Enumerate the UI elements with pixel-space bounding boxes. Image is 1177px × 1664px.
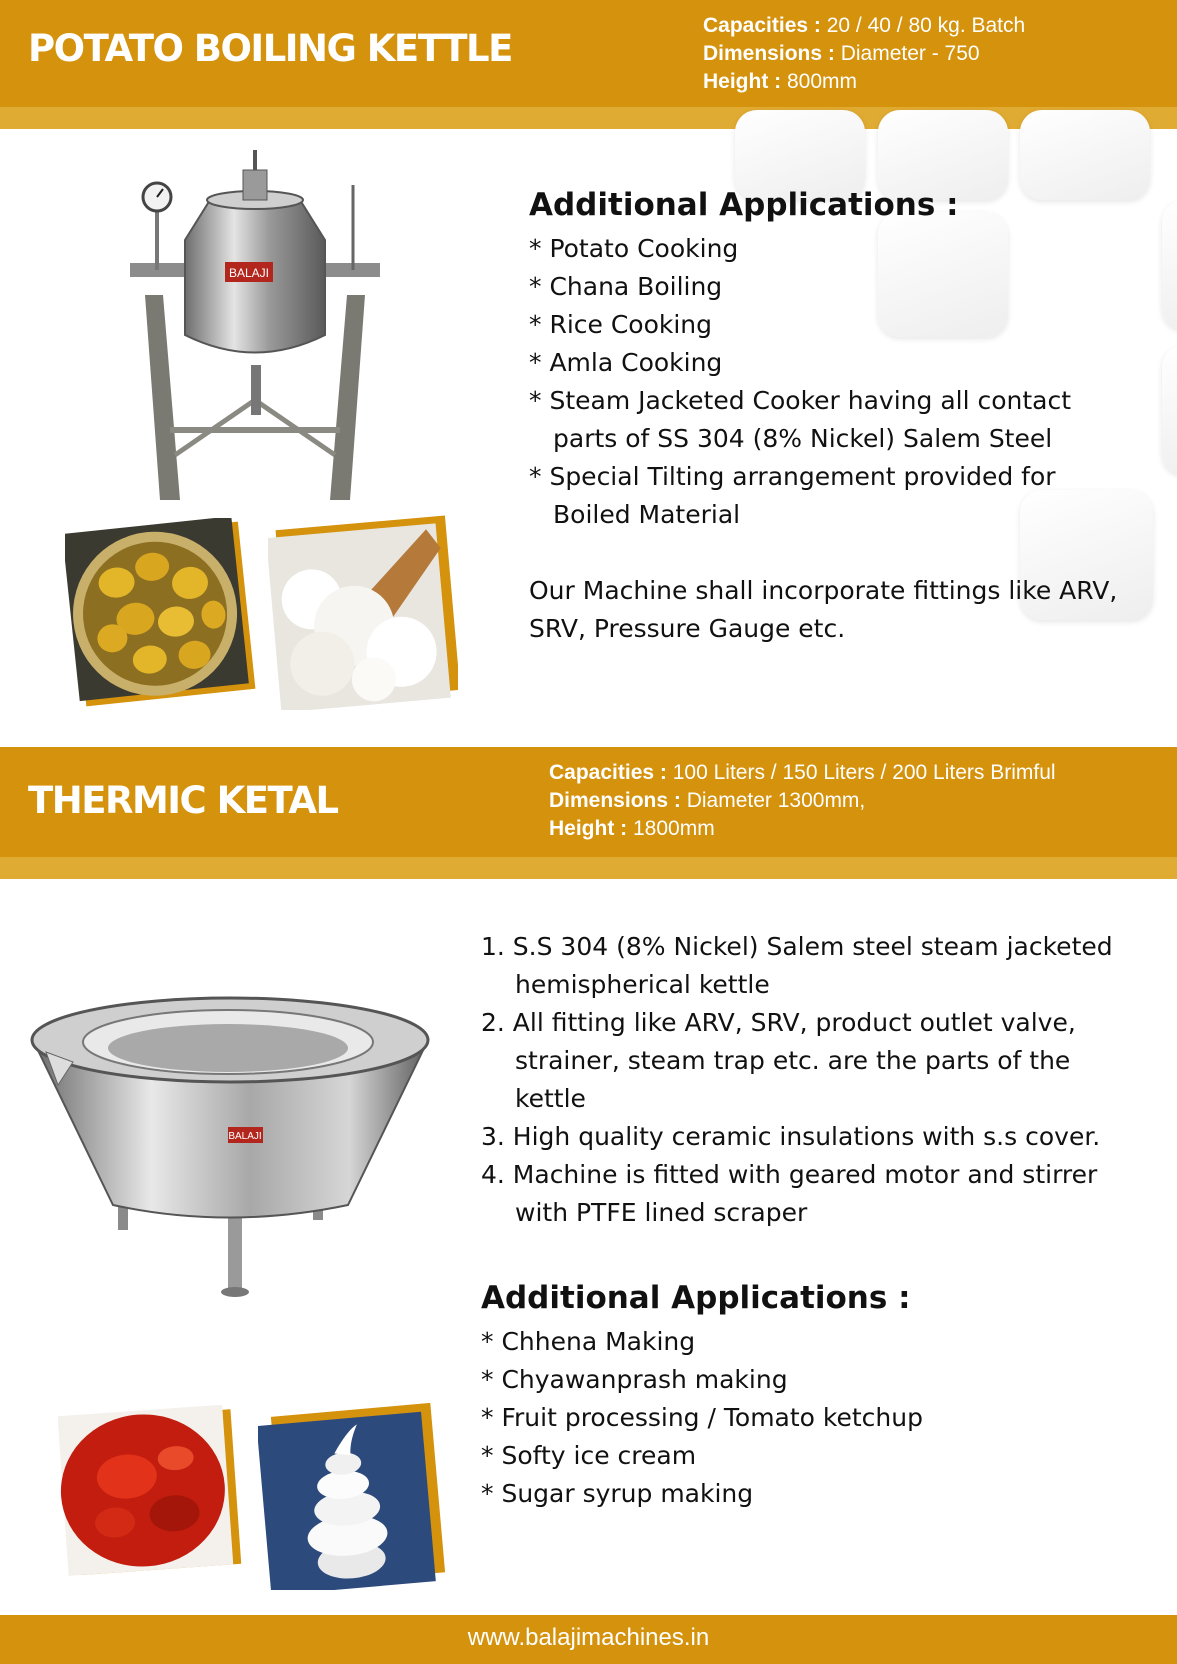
list-item: * Chana Boiling — [529, 272, 723, 301]
potato-boiling-kettle-image — [125, 145, 385, 505]
section1-title: POTATO BOILING KETTLE — [28, 27, 512, 70]
tomato-ketchup-photo — [58, 1405, 243, 1580]
thermic-kettle-image — [28, 990, 433, 1310]
list-item: * Special Tilting arrangement provided for — [529, 462, 1056, 491]
list-item: * Amla Cooking — [529, 348, 723, 377]
feature-item: 4. Machine is fitted with geared motor and stirrer — [481, 1160, 1098, 1189]
list-item-continuation: parts of SS 304 (8% Nickel) Salem Steel — [553, 424, 1053, 453]
list-item: * Potato Cooking — [529, 234, 739, 263]
list-item-continuation: Boiled Material — [553, 500, 741, 529]
softy-ice-cream-photo — [258, 1400, 448, 1590]
decorative-tile — [1162, 345, 1177, 475]
cooked-rice-photo — [268, 515, 458, 710]
list-item: * Rice Cooking — [529, 310, 713, 339]
list-item: * Fruit processing / Tomato ketchup — [481, 1403, 923, 1432]
section1-height: Height : 800mm — [703, 70, 858, 93]
section2-height: Height : 1800mm — [549, 817, 715, 840]
boiled-potatoes-photo — [65, 518, 260, 708]
feature-item: 2. All fitting like ARV, SRV, product outlet valve, — [481, 1008, 1076, 1037]
section2-specs — [549, 759, 1056, 843]
section2-header-strip — [0, 857, 1177, 879]
list-item: * Chhena Making — [481, 1327, 696, 1356]
section1-note-line1: Our Machine shall incorporate fittings like ARV, — [529, 576, 1118, 605]
section2-dimensions: Dimensions : Diameter 1300mm, — [549, 789, 866, 812]
section2-capacities: Capacities : 100 Liters / 150 Liters / 200 Liters Brimful — [549, 761, 1056, 784]
section2-applications — [481, 1277, 923, 1513]
list-item: * Sugar syrup making — [481, 1479, 754, 1508]
section2-header-band — [0, 747, 1177, 857]
footer-band — [0, 1615, 1177, 1664]
section1-dimensions: Dimensions : Diameter - 750 — [703, 42, 980, 65]
decorative-tile — [1162, 200, 1177, 330]
list-item: * Steam Jacketed Cooker having all contact — [529, 386, 1072, 415]
feature-item-continuation: kettle — [515, 1084, 586, 1113]
kettle-brand-badge: BALAJI — [228, 266, 270, 280]
feature-item: 1. S.S 304 (8% Nickel) Salem steel steam jacketed — [481, 932, 1113, 961]
section1-note-line2: SRV, Pressure Gauge etc. — [529, 614, 846, 643]
thermic-kettle-brand-badge: BALAJI — [228, 1131, 262, 1142]
section1-header-band — [0, 0, 1177, 107]
section1-specs — [703, 12, 1025, 96]
section2-title: THERMIC KETAL — [28, 779, 338, 822]
section2-features — [481, 928, 1113, 1232]
feature-item-continuation: strainer, steam trap etc. are the parts of the — [515, 1046, 1071, 1075]
website-link[interactable]: www.balajimachines.in — [467, 1624, 710, 1651]
list-item: * Softy ice cream — [481, 1441, 697, 1470]
list-item: * Chyawanprash making — [481, 1365, 788, 1394]
feature-item: 3. High quality ceramic insulations with s.s cover. — [481, 1122, 1101, 1151]
section1-capacities: Capacities : 20 / 40 / 80 kg. Batch — [703, 14, 1026, 37]
section1-content — [529, 184, 1117, 648]
feature-item-continuation: hemispherical kettle — [515, 970, 770, 999]
section2-applications-heading: Additional Applications : — [481, 1280, 911, 1316]
feature-item-continuation: with PTFE lined scraper — [515, 1198, 808, 1227]
section1-applications-heading: Additional Applications : — [529, 187, 959, 223]
